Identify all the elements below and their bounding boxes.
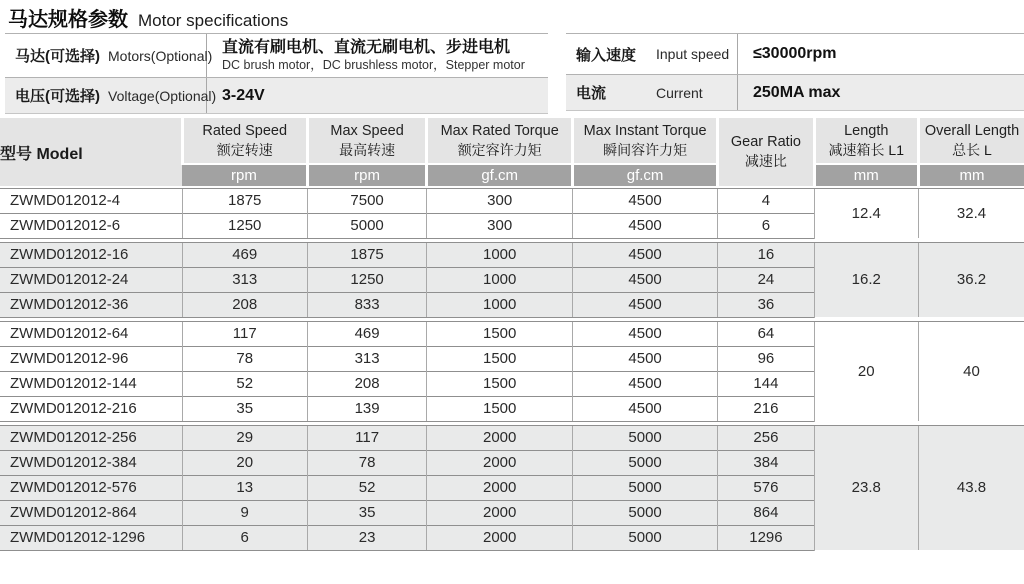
cell-gear-ratio: 1296	[718, 525, 814, 550]
cell-max-rated-torque: 2000	[427, 425, 572, 450]
cell-model: ZWMD012012-256	[0, 425, 182, 450]
input-speed-value	[738, 34, 1024, 74]
cell-max-rated-torque: 1500	[427, 321, 572, 346]
overall-length-en: Overall Length	[924, 122, 1020, 139]
cell-rated-speed: 29	[182, 425, 307, 450]
cell-max-rated-torque: 300	[427, 213, 572, 238]
cell-model: ZWMD012012-96	[0, 346, 182, 371]
cell-max-rated-torque: 1500	[427, 396, 572, 421]
cell-max-rated-torque: 2000	[427, 500, 572, 525]
length-zh: 减速箱长 L1	[828, 141, 904, 158]
max-rated-torque-zh: 额定容许力矩	[457, 141, 542, 158]
cell-max-speed: 117	[307, 425, 427, 450]
table-row	[0, 425, 1024, 450]
cell-rated-speed: 52	[182, 371, 307, 396]
cell-max-instant-torque: 4500	[572, 292, 717, 317]
voltage-row	[5, 77, 548, 113]
cell-max-speed: 23	[307, 525, 427, 550]
cell-model: ZWMD012012-216	[0, 396, 182, 421]
voltage-label	[5, 78, 217, 113]
unit-max-instant-torque: gf.cm	[572, 164, 717, 186]
cell-model: ZWMD012012-144	[0, 371, 182, 396]
cell-max-speed: 52	[307, 475, 427, 500]
length-en: Length	[844, 122, 889, 139]
cell-max-instant-torque: 4500	[572, 242, 717, 267]
cell-gear-ratio: 96	[718, 346, 814, 371]
unit-max-rated-torque: gf.cm	[427, 164, 572, 186]
cell-max-instant-torque: 4500	[572, 188, 717, 213]
cell-max-rated-torque: 2000	[427, 475, 572, 500]
input-speed-value-text: ≤30000rpm	[753, 45, 837, 62]
cell-max-speed: 78	[307, 450, 427, 475]
cell-max-instant-torque: 5000	[572, 450, 717, 475]
voltage-label-en: Voltage(Optional)	[108, 87, 217, 104]
cell-model: ZWMD012012-24	[0, 267, 182, 292]
cell-max-rated-torque: 1500	[427, 371, 572, 396]
cell-model: ZWMD012012-16	[0, 242, 182, 267]
unit-max-speed: rpm	[307, 164, 427, 186]
cell-gear-ratio: 4	[718, 188, 814, 213]
current-value	[738, 75, 1024, 110]
cell-rated-speed: 9	[182, 500, 307, 525]
cell-max-rated-torque: 2000	[427, 525, 572, 550]
cell-model: ZWMD012012-576	[0, 475, 182, 500]
input-speed-label-zh: 输入速度	[576, 46, 637, 64]
cell-max-speed: 833	[307, 292, 427, 317]
input-speed-label-en: Input speed	[656, 46, 730, 62]
motors-label-en: Motors(Optional)	[108, 47, 213, 64]
cell-overall-length: 32.4	[918, 188, 1024, 238]
cell-rated-speed: 313	[182, 267, 307, 292]
cell-max-speed: 1250	[307, 267, 427, 292]
voltage-value	[207, 78, 548, 113]
table-row	[0, 321, 1024, 346]
cell-model: ZWMD012012-864	[0, 500, 182, 525]
column-header-overall-length	[918, 118, 1024, 164]
cell-rated-speed: 469	[182, 242, 307, 267]
motors-label-zh: 马达(可选择)	[15, 48, 100, 65]
cell-max-instant-torque: 4500	[572, 346, 717, 371]
cell-gear-ratio: 36	[718, 292, 814, 317]
unit-rated-speed: rpm	[182, 164, 307, 186]
voltage-value-text: 3-24V	[222, 86, 265, 104]
column-header-max-speed	[307, 118, 427, 164]
input-speed-label	[566, 34, 738, 74]
max-speed-en: Max Speed	[330, 122, 404, 139]
cell-model: ZWMD012012-36	[0, 292, 182, 317]
cell-rated-speed: 78	[182, 346, 307, 371]
cell-gear-ratio: 256	[718, 425, 814, 450]
cell-gear-ratio: 216	[718, 396, 814, 421]
page-title-en: Motor specifications	[138, 11, 289, 30]
cell-max-speed: 7500	[307, 188, 427, 213]
motors-value	[207, 34, 548, 77]
motors-label	[5, 34, 213, 77]
spec-table-body	[0, 186, 1024, 550]
cell-gear-ratio: 6	[718, 213, 814, 238]
motor-spec-table	[0, 118, 1024, 551]
cell-gear-ratio: 144	[718, 371, 814, 396]
cell-model: ZWMD012012-64	[0, 321, 182, 346]
cell-overall-length: 43.8	[918, 425, 1024, 550]
cell-max-instant-torque: 5000	[572, 425, 717, 450]
cell-model: ZWMD012012-1296	[0, 525, 182, 550]
page-title-zh: 马达规格参数	[8, 9, 128, 31]
cell-max-speed: 469	[307, 321, 427, 346]
cell-rated-speed: 13	[182, 475, 307, 500]
current-row	[566, 74, 1024, 110]
column-header-rated-speed	[182, 118, 307, 164]
table-row	[0, 242, 1024, 267]
cell-gear-ratio: 384	[718, 450, 814, 475]
voltage-label-zh: 电压(可选择)	[15, 88, 100, 105]
unit-overall-length: mm	[918, 164, 1024, 186]
current-label-zh: 电流	[576, 85, 607, 102]
cell-length-l1: 16.2	[814, 242, 918, 317]
column-header-max-rated-torque	[427, 118, 572, 164]
speed-current-table	[566, 33, 1024, 111]
cell-max-rated-torque: 1500	[427, 346, 572, 371]
cell-max-instant-torque: 5000	[572, 475, 717, 500]
table-row	[0, 188, 1024, 213]
cell-rated-speed: 1250	[182, 213, 307, 238]
cell-gear-ratio: 576	[718, 475, 814, 500]
max-instant-torque-zh: 瞬间容许力矩	[603, 141, 688, 158]
input-speed-row	[566, 34, 1024, 74]
cell-rated-speed: 208	[182, 292, 307, 317]
cell-max-rated-torque: 1000	[427, 267, 572, 292]
page-title	[8, 3, 288, 32]
column-header-gear-ratio	[718, 118, 814, 186]
motors-row	[5, 34, 548, 77]
cell-gear-ratio: 24	[718, 267, 814, 292]
column-header-model: 型号 Model	[0, 118, 182, 186]
cell-length-l1: 23.8	[814, 425, 918, 550]
cell-max-rated-torque: 2000	[427, 450, 572, 475]
cell-max-instant-torque: 4500	[572, 321, 717, 346]
current-label	[566, 75, 738, 110]
overall-length-zh: 总长 L	[952, 141, 992, 158]
cell-max-speed: 208	[307, 371, 427, 396]
column-header-length	[814, 118, 918, 164]
max-rated-torque-en: Max Rated Torque	[440, 122, 559, 139]
current-value-text: 250MA max	[753, 83, 841, 101]
cell-max-speed: 1875	[307, 242, 427, 267]
cell-max-instant-torque: 4500	[572, 371, 717, 396]
motors-value-en: DC brush motor，DC brushless motor，Stepper motor	[222, 58, 525, 72]
cell-rated-speed: 117	[182, 321, 307, 346]
max-instant-torque-en: Max Instant Torque	[583, 122, 707, 139]
cell-model: ZWMD012012-6	[0, 213, 182, 238]
unit-length: mm	[814, 164, 918, 186]
max-speed-zh: 最高转速	[339, 141, 396, 158]
cell-max-instant-torque: 4500	[572, 267, 717, 292]
gear-ratio-zh: 减速比	[744, 153, 787, 170]
rated-speed-zh: 额定转速	[216, 141, 273, 158]
cell-max-rated-torque: 1000	[427, 292, 572, 317]
cell-max-instant-torque: 4500	[572, 213, 717, 238]
column-header-max-instant-torque	[572, 118, 717, 164]
cell-rated-speed: 20	[182, 450, 307, 475]
motors-value-zh: 直流有刷电机、直流无刷电机、步进电机	[222, 39, 511, 56]
cell-max-speed: 35	[307, 500, 427, 525]
cell-overall-length: 36.2	[918, 242, 1024, 317]
cell-max-instant-torque: 4500	[572, 396, 717, 421]
cell-model: ZWMD012012-4	[0, 188, 182, 213]
rated-speed-en: Rated Speed	[202, 122, 288, 139]
motors-voltage-table	[5, 33, 548, 114]
cell-length-l1: 20	[814, 321, 918, 421]
cell-max-speed: 313	[307, 346, 427, 371]
cell-max-instant-torque: 5000	[572, 525, 717, 550]
cell-overall-length: 40	[918, 321, 1024, 421]
cell-rated-speed: 6	[182, 525, 307, 550]
current-label-en: Current	[656, 84, 703, 101]
cell-rated-speed: 1875	[182, 188, 307, 213]
cell-gear-ratio: 16	[718, 242, 814, 267]
cell-rated-speed: 35	[182, 396, 307, 421]
cell-gear-ratio: 864	[718, 500, 814, 525]
cell-length-l1: 12.4	[814, 188, 918, 238]
cell-max-speed: 5000	[307, 213, 427, 238]
cell-max-rated-torque: 1000	[427, 242, 572, 267]
cell-model: ZWMD012012-384	[0, 450, 182, 475]
cell-max-speed: 139	[307, 396, 427, 421]
cell-max-instant-torque: 5000	[572, 500, 717, 525]
gear-ratio-en: Gear Ratio	[730, 134, 801, 151]
cell-gear-ratio: 64	[718, 321, 814, 346]
cell-max-rated-torque: 300	[427, 188, 572, 213]
